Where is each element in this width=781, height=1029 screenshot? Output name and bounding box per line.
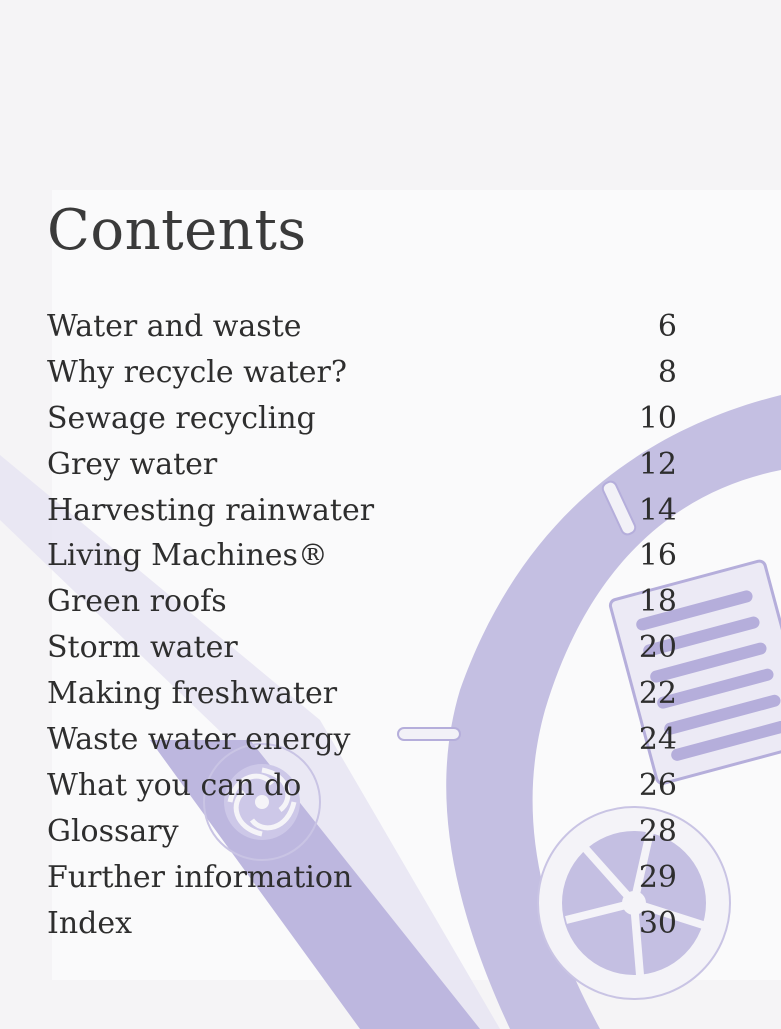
toc-entry-label: Harvesting rainwater xyxy=(47,492,375,528)
toc-row[interactable] xyxy=(47,768,677,814)
toc-row[interactable] xyxy=(47,860,677,906)
toc-row[interactable] xyxy=(47,538,677,584)
toc-row[interactable] xyxy=(47,676,677,722)
toc-entry-label: Water and waste xyxy=(47,309,302,344)
toc-entry-label: What you can do xyxy=(47,767,302,803)
page-title: Contents xyxy=(47,198,307,263)
toc-row[interactable] xyxy=(47,309,677,355)
toc-page-number: 6 xyxy=(657,309,677,344)
toc-page-number: 16 xyxy=(638,538,677,574)
toc-page-number: 10 xyxy=(638,400,677,436)
toc-row[interactable] xyxy=(47,630,677,676)
toc-page-number: 20 xyxy=(638,630,677,666)
table-of-contents xyxy=(47,309,677,951)
toc-row[interactable] xyxy=(47,355,677,401)
toc-entry-label: Making freshwater xyxy=(47,676,338,712)
toc-entry-label: Why recycle water? xyxy=(47,354,347,390)
toc-page-number: 30 xyxy=(638,905,677,941)
toc-entry-label: Grey water xyxy=(47,446,218,482)
toc-entry-label: Storm water xyxy=(47,630,238,666)
toc-row[interactable] xyxy=(47,447,677,493)
toc-page-number: 12 xyxy=(638,446,677,482)
toc-row[interactable] xyxy=(47,493,677,539)
toc-page-number: 8 xyxy=(657,354,677,390)
toc-row[interactable] xyxy=(47,722,677,768)
toc-row[interactable] xyxy=(47,401,677,447)
toc-entry-label: Waste water energy xyxy=(47,722,351,758)
toc-row[interactable] xyxy=(47,906,677,952)
toc-page-number: 18 xyxy=(638,584,677,620)
toc-entry-label: Green roofs xyxy=(47,584,227,620)
toc-entry-label: Glossary xyxy=(47,813,179,849)
toc-entry-label: Sewage recycling xyxy=(47,400,316,436)
toc-page-number: 24 xyxy=(638,722,677,758)
toc-entry-label: Further information xyxy=(47,859,353,895)
toc-entry-label: Living Machines® xyxy=(47,538,328,574)
toc-entry-label: Index xyxy=(47,905,133,941)
toc-page-number: 14 xyxy=(638,492,677,528)
toc-row[interactable] xyxy=(47,584,677,630)
toc-row[interactable] xyxy=(47,814,677,860)
toc-page-number: 29 xyxy=(638,859,677,895)
toc-page-number: 26 xyxy=(638,767,677,803)
toc-page-number: 22 xyxy=(638,676,677,712)
toc-page-number: 28 xyxy=(638,813,677,849)
